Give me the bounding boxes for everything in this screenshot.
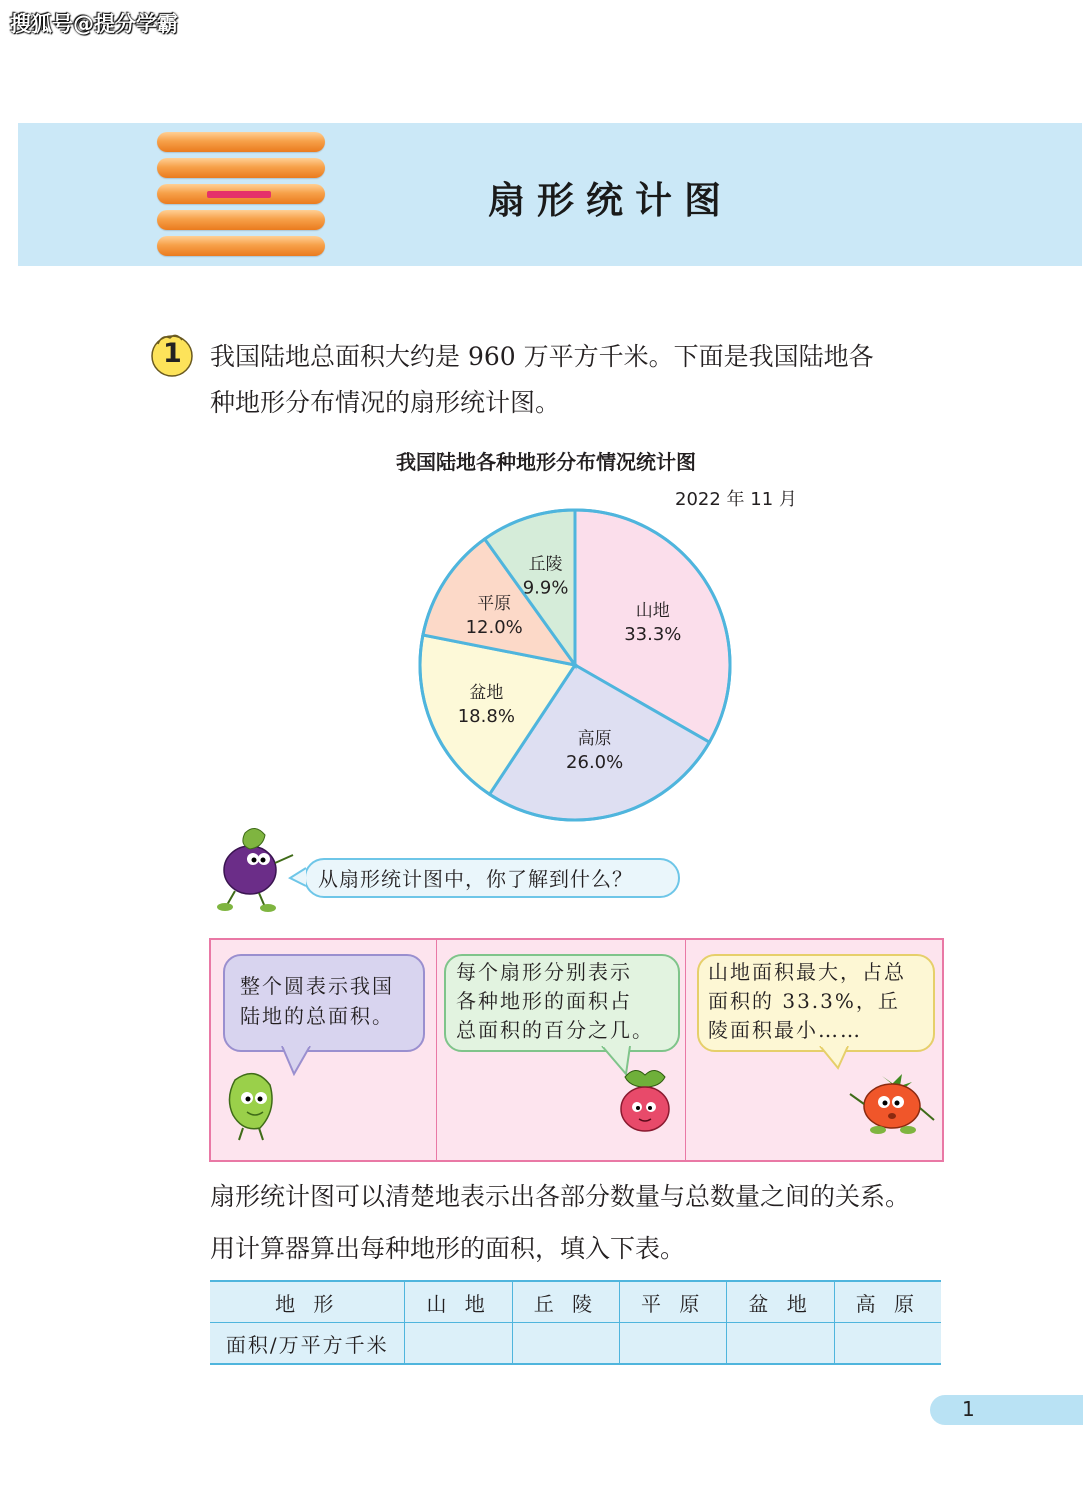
pie-slice-value: 18.8%: [457, 706, 515, 728]
question-number: 1: [163, 338, 182, 369]
table-header-cell: 高 原: [834, 1281, 941, 1323]
answer-2-line-3: 总面积的百分之几。: [456, 1018, 654, 1042]
chapter-title: 扇形统计图: [488, 179, 733, 222]
tomato-character-icon: [842, 1068, 942, 1138]
table-header-cell: 地 形: [210, 1281, 405, 1323]
table-header-cell: 盆 地: [727, 1281, 834, 1323]
page-number: 1: [962, 1397, 975, 1421]
pepper-character-icon: [215, 1060, 290, 1145]
pie-slice-value: 33.3%: [624, 623, 682, 645]
area-table: [210, 1280, 941, 1365]
chapter-number-bars: [157, 128, 327, 263]
pie-slice-label: 山地: [635, 600, 670, 621]
chapter-one-dash-icon: [207, 191, 271, 198]
table-cell[interactable]: [727, 1323, 834, 1365]
pie-slice-value: 26.0%: [566, 751, 624, 773]
table-header-cell: 平 原: [620, 1281, 727, 1323]
question-line-2: 种地形分布情况的扇形统计图。: [210, 388, 561, 417]
table-cell[interactable]: [834, 1323, 941, 1365]
answer-1-line-2: 陆地的总面积。: [240, 1004, 394, 1028]
answer-1-line-1: 整个圆表示我国: [240, 974, 394, 998]
table-cell[interactable]: [620, 1323, 727, 1365]
table-header-row: [210, 1281, 941, 1323]
pie-slice-label: 盆地: [469, 683, 504, 704]
answer-2-line-1: 每个扇形分别表示: [456, 960, 632, 984]
table-row-label: 面积/万平方千米: [210, 1323, 405, 1365]
page-number-tab: [930, 1395, 1083, 1425]
pie-slice-label: 高原: [577, 728, 612, 749]
speech-tail-icon: [288, 866, 308, 888]
watermark: 搜狐号@提分学霸: [10, 12, 178, 36]
speech-tail-icon: [818, 1046, 858, 1070]
instruction-text: 用计算器算出每种地形的面积，填入下表。: [210, 1234, 686, 1263]
pie-chart: [410, 500, 740, 830]
table-cell[interactable]: [512, 1323, 619, 1365]
pie-slice-value: 12.0%: [465, 616, 523, 638]
pie-slice-label: 丘陵: [528, 554, 563, 575]
radish-character-icon: [605, 1065, 685, 1140]
answer-3-line-2: 面积的 33.3%，丘: [708, 989, 900, 1013]
question-speech-text: 从扇形统计图中，你了解到什么？: [318, 867, 633, 891]
table-header-cell: 山 地: [405, 1281, 512, 1323]
table-cell[interactable]: [405, 1323, 512, 1365]
answer-3-line-3: 陵面积最小……: [708, 1018, 862, 1042]
chart-title: 我国陆地各种地形分布情况统计图: [396, 450, 696, 474]
summary-text: 扇形统计图可以清楚地表示出各部分数量与总数量之间的关系。: [210, 1182, 911, 1211]
pie-slice-label: 平原: [477, 593, 512, 614]
answer-3-line-1: 山地面积最大，占总: [708, 960, 906, 984]
table-row: [210, 1323, 941, 1365]
chart-date: 2022 年 11 月: [675, 489, 797, 510]
pie-slice-value: 9.9%: [522, 577, 569, 599]
eggplant-character-icon: [205, 815, 305, 915]
question-line-1: 我国陆地总面积大约是 960 万平方千米。下面是我国陆地各: [210, 342, 874, 371]
table-header-cell: 丘 陵: [512, 1281, 619, 1323]
answer-2-line-2: 各种地形的面积占: [456, 989, 632, 1013]
